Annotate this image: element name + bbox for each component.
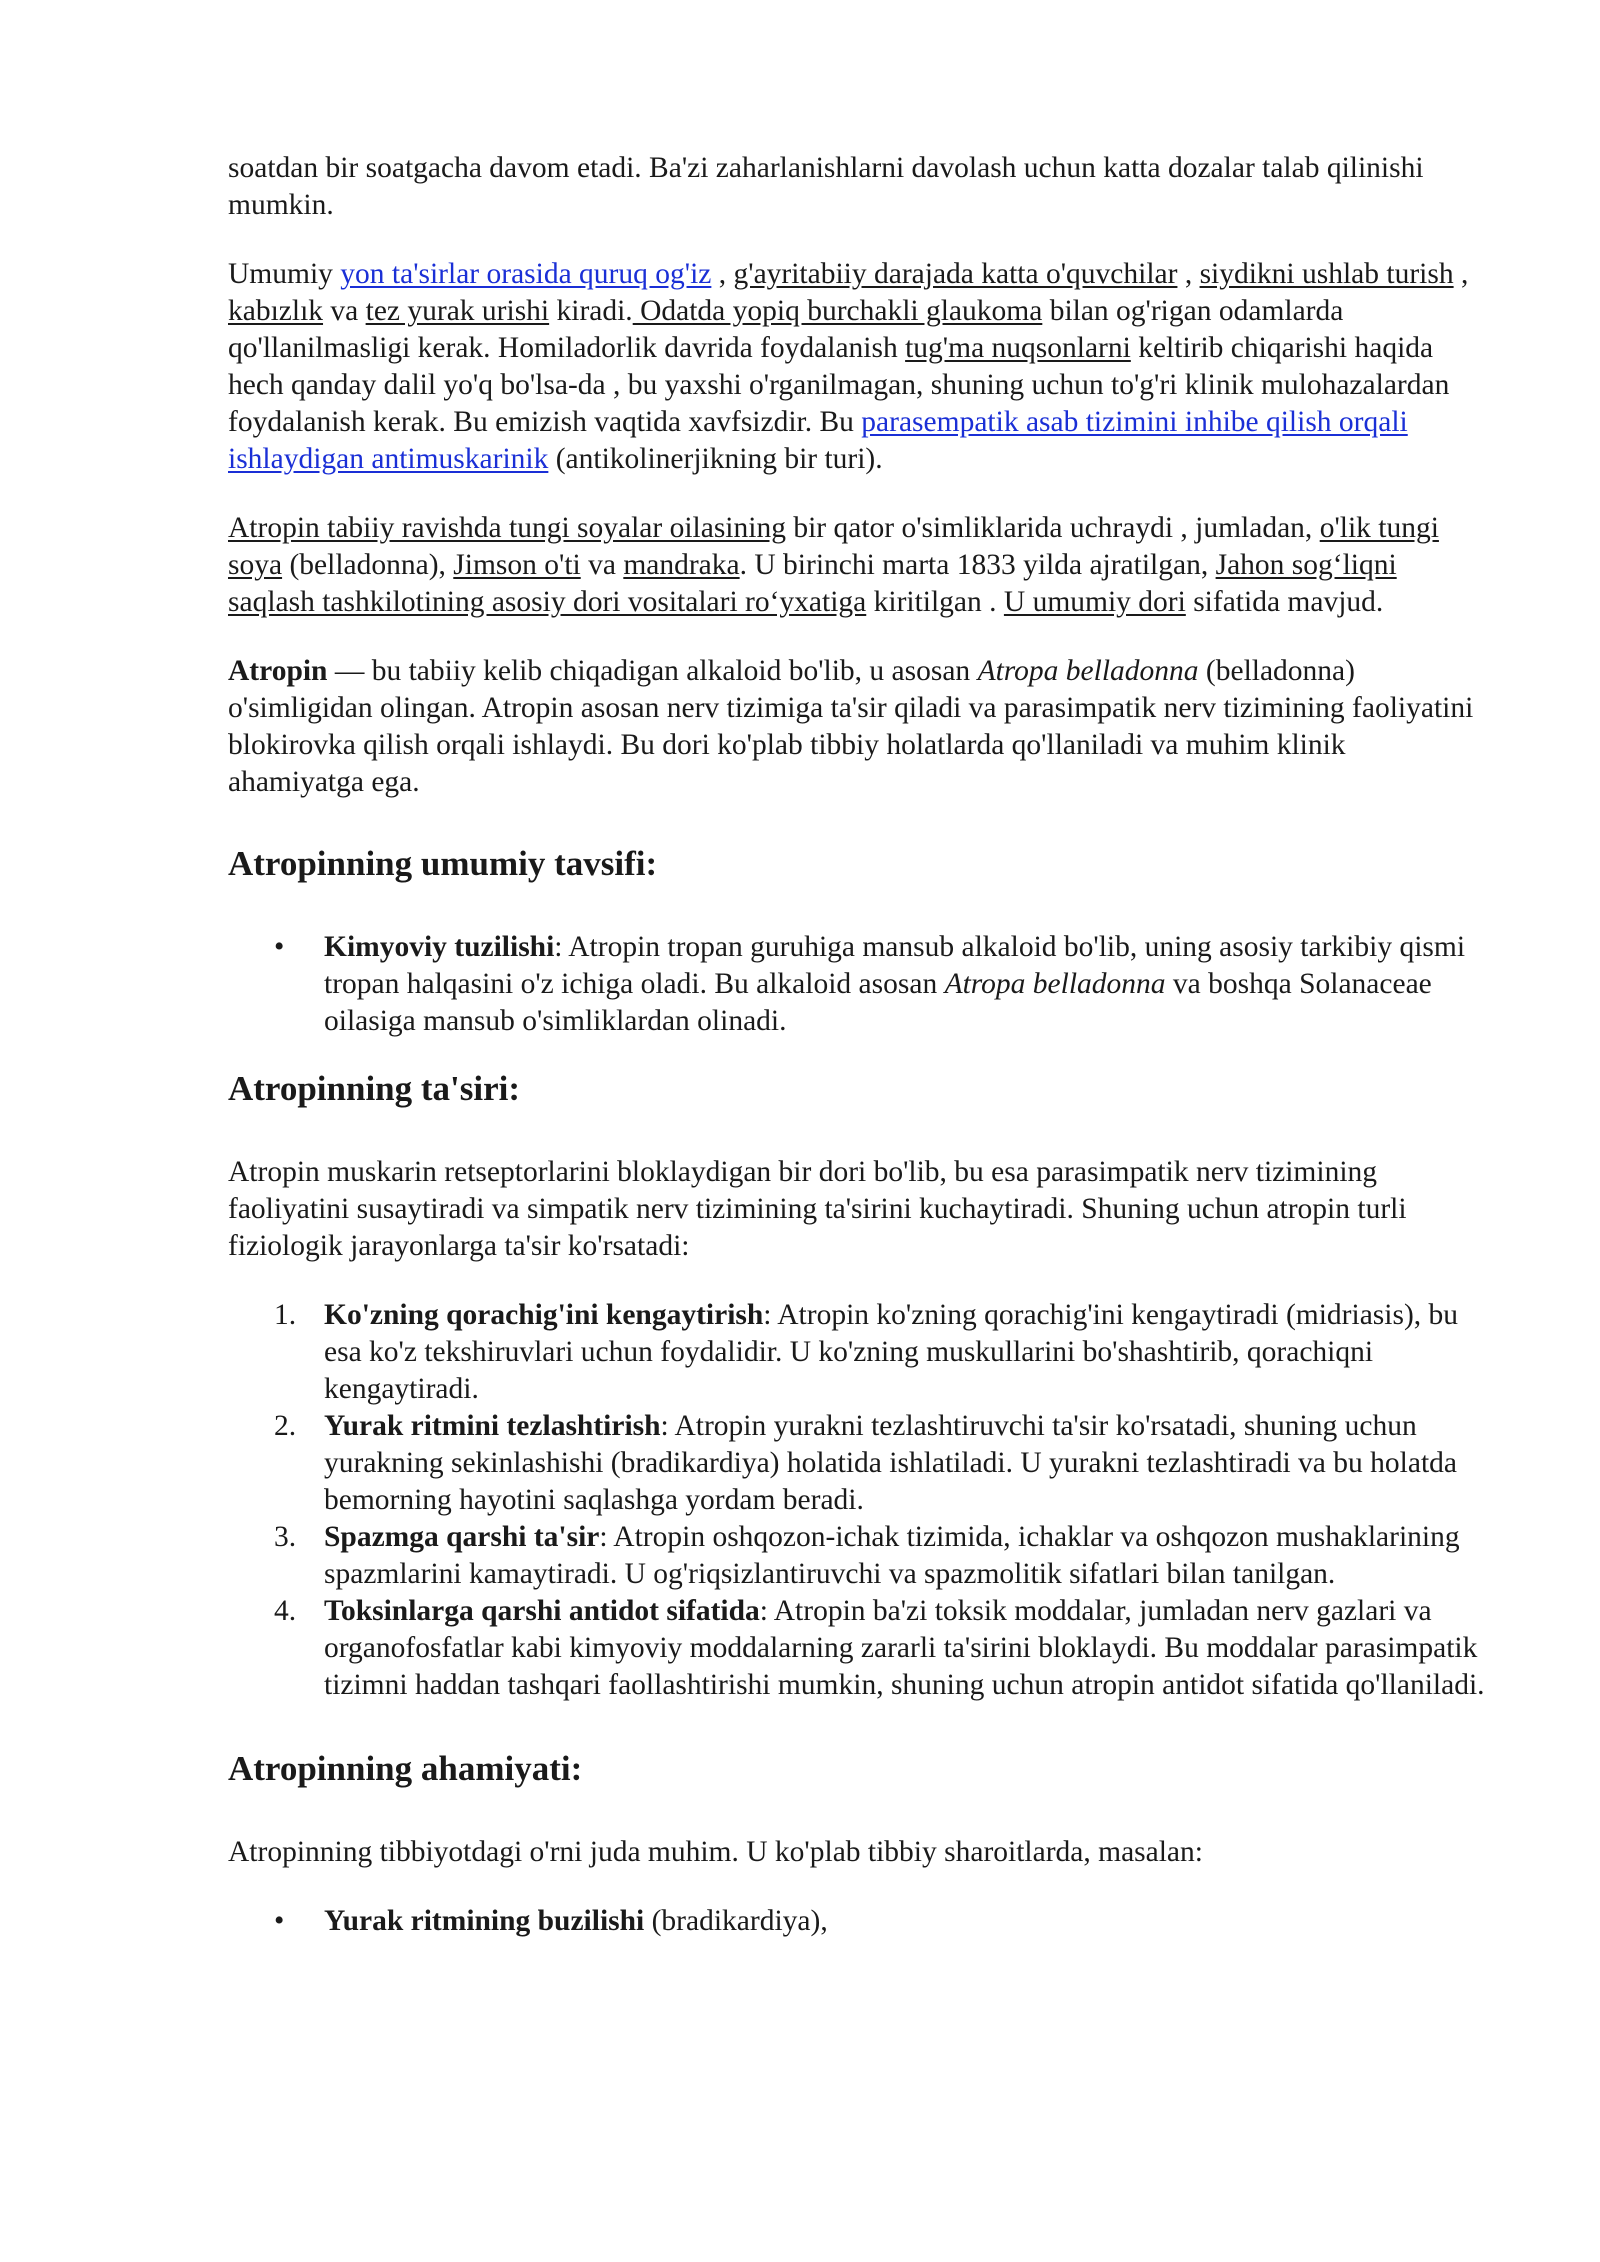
bullet-icon: • [274, 1905, 285, 1937]
list-number: 3. [274, 1521, 297, 1553]
text: (belladonna), [282, 549, 454, 581]
text: kiradi. [549, 295, 633, 327]
link-generic-medication[interactable]: U umumiy dori [1003, 586, 1186, 618]
link-glaucoma[interactable]: Odatda yopiq burchakli glaukoma [632, 295, 1043, 327]
link-side-effects-dry-mouth[interactable]: yon ta'sirlar orasida quruq og'iz [340, 258, 712, 290]
text: — bu tabiiy kelib chiqadigan alkaloid bo'lib, u asosan [327, 655, 978, 687]
list-item [274, 1519, 1488, 1593]
paragraph-effects-intro: Atropin muskarin retseptorlarini bloklaydigan bir dori bo'lib, bu esa parasimpatik nerv tizimining faoliyatini susaytiradi va simpatik nerv tizimining ta'sirini kuchaytiradi. Shuning uchun atropin turli fiziologik jarayonlarga ta'sir ko'rsatadi: [228, 1156, 1407, 1262]
item-title: Ko'zning qorachig'ini kengaytirish [324, 1299, 764, 1331]
item-title: Yurak ritmining buzilishi [324, 1905, 645, 1937]
text: Umumiy [228, 258, 341, 290]
text: soatdan bir soatgacha davom etadi. Ba'zi zaharlanishlarni davolash uchun katta dozalar talab qilinishi mumkin. [228, 152, 1424, 221]
text: va [323, 295, 366, 327]
text: . U birinchi marta 1833 yilda ajratilgan, [739, 549, 1216, 581]
text: , [711, 258, 734, 290]
text: (bradikardiya), [644, 1905, 828, 1937]
text: , [1453, 258, 1469, 290]
text: va boshqa Solanaceae oilasiga mansub o'simliklardan olinadi. [324, 968, 1432, 1037]
bullet-icon: • [274, 931, 285, 963]
paragraph-natural-occurrence [228, 510, 1488, 621]
link-deadly-nightshade[interactable]: o'lik tungi soya [228, 512, 1439, 581]
term-atropin: Atropin [228, 655, 328, 687]
list-item [274, 1297, 1488, 1408]
link-large-pupils[interactable]: g'ayritabiiy darajada katta o'quvchilar [733, 258, 1178, 290]
paragraph-importance-intro: Atropinning tibbiyotdagi o'rni juda muhim. U ko'plab tibbiy sharoitlarda, masalan: [228, 1836, 1203, 1868]
link-who-essential-medicines[interactable]: Jahon sog‘liqni saqlash tashkilotining asosiy dori vositalari ro‘yxatiga [228, 549, 1397, 618]
text: , [1177, 258, 1200, 290]
text: : Atropin tropan guruhiga mansub alkaloid bo'lib, uning asosiy tarkibiy qismi tropan halqasini o'z ichiga oladi. Bu alkaloid asosan [324, 931, 1466, 1000]
link-mandrake[interactable]: mandraka [623, 549, 740, 581]
document-page [228, 150, 1488, 1968]
item-title: Toksinlarga qarshi antidot sifatida [324, 1595, 760, 1627]
list-item [274, 1903, 1488, 1940]
text: keltirib chiqarishi haqida hech qanday dalil yo'q bo'lsa-da , bu yaxshi o'rganilmagan, shuning uchun to'g'ri klinik mulohazalardan foydalanish kerak. Bu emizish vaqtida xavfsizdir. Bu [228, 332, 1450, 438]
text: kiritilgan . [866, 586, 1004, 618]
text: (belladonna) o'simligidan olingan. Atropin asosan nerv tizimiga ta'sir qiladi va parasimpatik nerv tizimining faoliyatini blokirovka qilish orqali ishlaydi. Bu dori ko'plab tibbiy holatlarda qo'llaniladi va muhim klinik ahamiyatga ega. [228, 655, 1474, 798]
paragraph-duration [228, 150, 1488, 224]
link-urinary-retention[interactable]: siydikni ushlab turish [1199, 258, 1454, 290]
text: bir qator o'simliklarida uchraydi , jumladan, [785, 512, 1320, 544]
paragraph-atropin-definition [228, 653, 1488, 801]
list-importance [228, 1903, 1488, 1940]
text: va [580, 549, 624, 581]
link-nightshade-family[interactable]: Atropin tabiiy ravishda tungi soyalar oilasining [228, 512, 786, 544]
list-item [274, 929, 1488, 1040]
text: bilan og'rigan odamlarda qo'llanilmasligi kerak. Homiladorlik davrida foydalanish [228, 295, 1344, 364]
text: (antikolinerjikning bir turi). [548, 443, 883, 475]
species-name: Atropa belladonna [977, 655, 1199, 687]
heading-effects: Atropinning ta'siri: [228, 1069, 521, 1108]
link-antimuscarinic[interactable]: parasempatik asab tizimini inhibe qilish orqali ishlaydigan antimuskarinik [228, 406, 1408, 475]
link-constipation[interactable]: kabızlık [228, 295, 324, 327]
text: : Atropin ba'zi toksik moddalar, jumladan nerv gazlari va organofosfatlar kabi kimyoviy moddalarning zararli ta'sirini bloklaydi. Bu moddalar parasimpatik tizimni haddan tashqari faollashtirishi mumkin, shuning uchun atropin antidot sifatida qo'llaniladi. [324, 1595, 1485, 1701]
list-number: 2. [274, 1410, 297, 1442]
link-birth-defects[interactable]: tug'ma nuqsonlarni [905, 332, 1131, 364]
text: : Atropin ko'zning qorachig'ini kengaytiradi (midriasis), bu esa ko'z tekshiruvlari uchun foydalidir. U ko'zning muskullarini bo'shashtirib, qorachiqni kengaytiradi. [324, 1299, 1459, 1405]
link-fast-heart-rate[interactable]: tez yurak urishi [365, 295, 550, 327]
text: : Atropin yurakni tezlashtiruvchi ta'sir ko'rsatadi, shuning uchun yurakning sekinlashishi (bradikardiya) holatida ishlatiladi. U yurakni tezlashtiradi va bu holatda bemorning hayotini saqlashga yordam beradi. [324, 1410, 1457, 1516]
list-item [274, 1593, 1488, 1704]
text: : Atropin oshqozon-ichak tizimida, ichaklar va oshqozon mushaklarining spazmlarini kamaytiradi. U og'riqsizlantiruvchi va spazmolitik sifatlari bilan tanilgan. [324, 1521, 1460, 1590]
link-jimson-weed[interactable]: Jimson o'ti [453, 549, 581, 581]
paragraph-side-effects [228, 256, 1488, 478]
list-number: 4. [274, 1595, 297, 1627]
species-name: Atropa belladonna [944, 968, 1166, 1000]
list-number: 1. [274, 1299, 297, 1331]
heading-general-description: Atropinning umumiy tavsifi: [228, 844, 658, 883]
text: sifatida mavjud. [1185, 586, 1384, 618]
item-title: Yurak ritmini tezlashtirish [324, 1410, 661, 1442]
list-item [274, 1408, 1488, 1519]
item-title: Kimyoviy tuzilishi [324, 931, 555, 963]
list-effects [228, 1297, 1488, 1704]
heading-importance: Atropinning ahamiyati: [228, 1749, 583, 1788]
list-general-description [228, 929, 1488, 1040]
item-title: Spazmga qarshi ta'sir [324, 1521, 600, 1553]
